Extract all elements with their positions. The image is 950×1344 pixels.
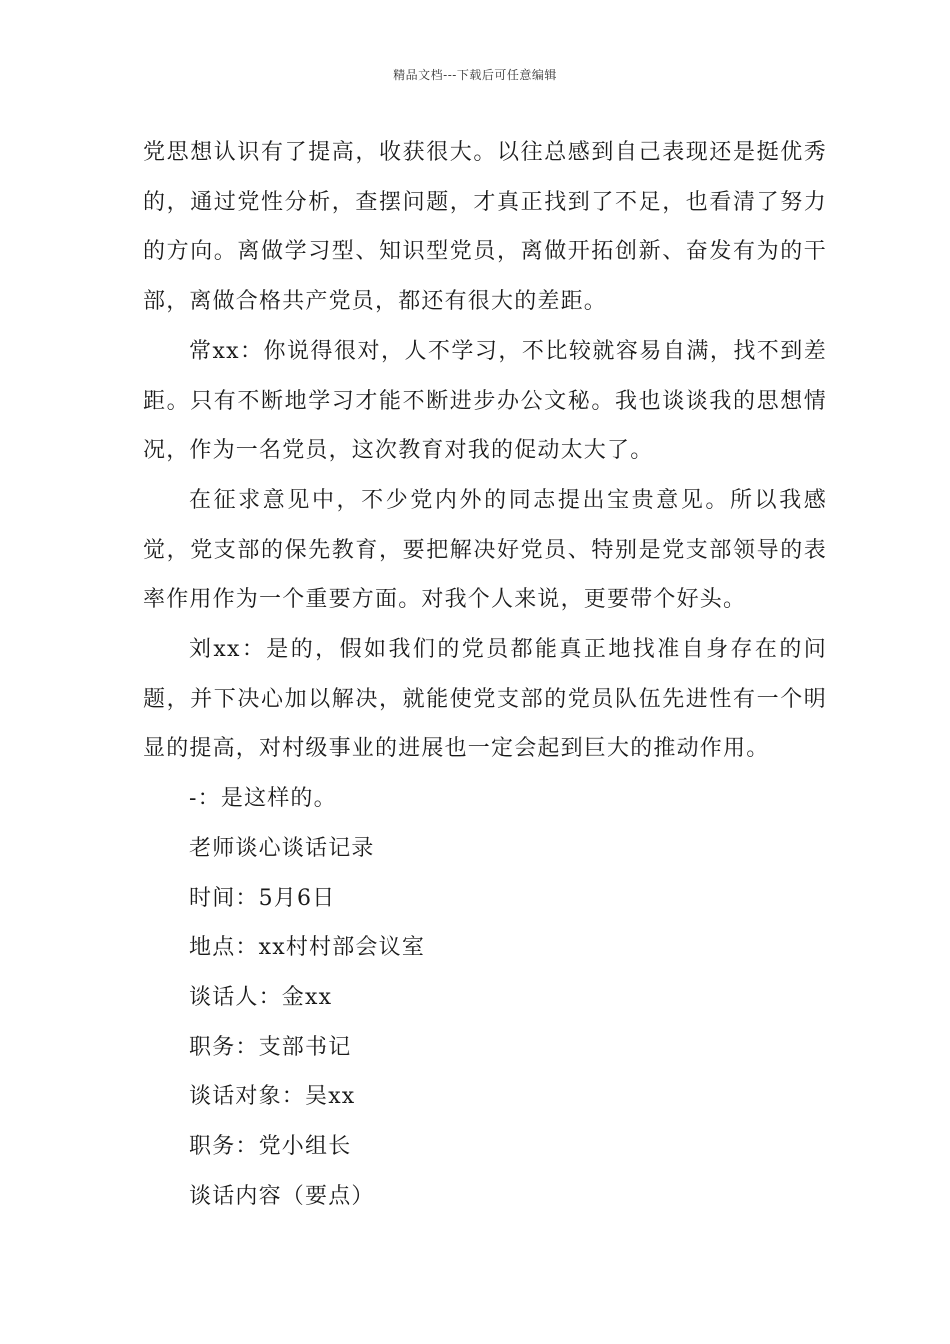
record-time: 时间：5月6日 [189, 885, 336, 911]
paragraph-opinions: 在征求意见中，不少党内外的同志提出宝贵意见。所以我感觉，党支部的保先教育，要把解决好党员、特别是党支部领导的表率作用作为一个重要方面。对我个人来说，更要带个好头。 [143, 487, 827, 613]
record-location: 地点：xx村村部会议室 [189, 935, 426, 961]
document-body [143, 128, 827, 1221]
paragraph-continuation: 党思想认识有了提高，收获很大。以往总感到自己表现还是挺优秀的，通过党性分析，查摆问题，才真正找到了不足，也看清了努力的方向。离做学习型、知识型党员，离做开拓创新、奋发有为的干部，离做合格共产党员，都还有很大的差距。 [143, 140, 827, 315]
record-content-heading: 谈话内容（要点） [189, 1183, 375, 1209]
record-speaker-position: 职务：支部书记 [189, 1034, 352, 1060]
record-interviewee-position: 职务：党小组长 [189, 1134, 352, 1160]
paragraph-reply: -：是这样的。 [189, 786, 337, 812]
record-title: 老师谈心谈话记录 [189, 835, 375, 861]
paragraph-chang-speech: 常xx：你说得很对，人不学习，不比较就容易自满，找不到差距。只有不断地学习才能不断进步办公文秘。我也谈谈我的思想情况，作为一名党员，这次教育对我的促动太大了。 [143, 338, 827, 464]
record-speaker: 谈话人：金xx [189, 984, 333, 1010]
page-header: 精品文档---下载后可任意编辑 [393, 68, 557, 82]
record-interviewee: 谈话对象：吴xx [189, 1084, 356, 1110]
paragraph-liu-speech: 刘xx：是的，假如我们的党员都能真正地找准自身存在的问题，并下决心加以解决，就能使党支部的党员队伍先进性有一个明显的提高，对村级事业的进展也一定会起到巨大的推动作用。 [143, 637, 827, 762]
